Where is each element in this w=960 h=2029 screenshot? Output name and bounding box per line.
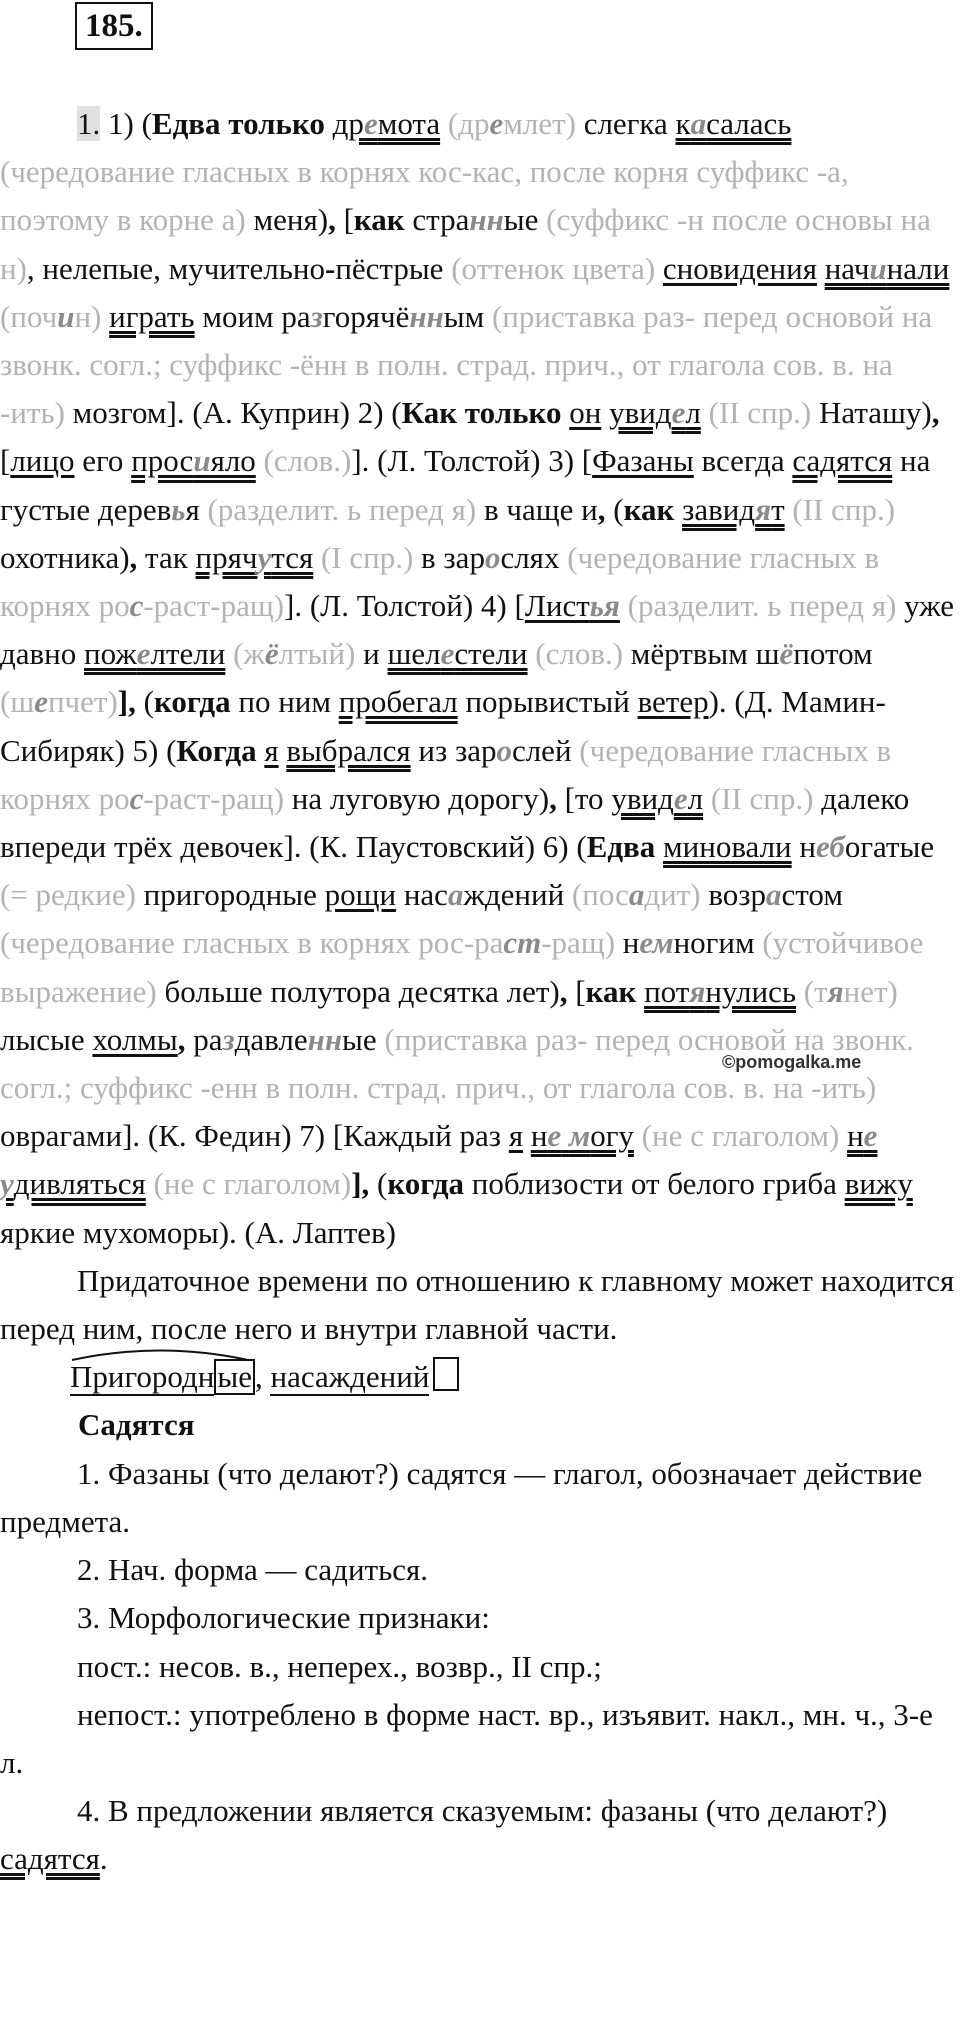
- text-fragment: млет): [503, 106, 576, 141]
- text-fragment: салась: [706, 106, 792, 141]
- text-fragment: а: [628, 877, 645, 913]
- comment: (не с глаголом): [153, 1166, 352, 1202]
- text-fragment: пот: [644, 973, 690, 1009]
- text-fragment: о: [496, 732, 512, 768]
- text-fragment: потом: [793, 636, 873, 672]
- text-fragment: [703, 781, 711, 816]
- text-fragment: л: [687, 780, 704, 816]
- text-fragment: [484, 299, 492, 334]
- text-fragment: яло: [210, 443, 256, 479]
- text-fragment: ст: [503, 925, 542, 961]
- conjunction: как: [623, 491, 675, 527]
- text-fragment: [839, 1118, 847, 1153]
- text-fragment: з: [310, 298, 323, 334]
- conjunction: Едва: [586, 829, 656, 865]
- text-fragment: я: [827, 973, 844, 1009]
- text-fragment: [655, 829, 663, 864]
- stem-arc: [70, 1347, 250, 1361]
- text-fragment: (др: [447, 106, 490, 141]
- text-fragment: н): [74, 298, 102, 334]
- text-fragment: ым: [443, 298, 485, 334]
- subject: я: [264, 732, 279, 768]
- text-fragment: ем: [639, 925, 674, 961]
- text-fragment: -: [324, 250, 336, 286]
- text-fragment: и: [193, 443, 211, 479]
- text-fragment: я: [755, 491, 772, 527]
- comment: [804, 974, 898, 1009]
- text-fragment: ь: [171, 491, 186, 527]
- comment: (устойчивое выражение): [0, 925, 924, 1009]
- comment: (II спр.): [708, 395, 812, 431]
- text-fragment: пчет): [47, 684, 118, 720]
- analysis-title: Садятся: [78, 1407, 195, 1443]
- text-fragment: [538, 202, 546, 237]
- text-fragment: [: [0, 443, 11, 479]
- subject: рощи: [324, 877, 397, 913]
- text-fragment: [796, 974, 804, 1009]
- text-fragment: на луговую дорогу): [284, 780, 550, 816]
- predicate: [611, 781, 703, 816]
- text-fragment: слегка: [575, 106, 676, 141]
- text-fragment: у: [0, 1166, 14, 1202]
- text-fragment: [655, 251, 663, 286]
- predicate: выбрался: [286, 732, 411, 768]
- text-fragment: и: [355, 636, 388, 672]
- comment: [0, 684, 118, 719]
- text-fragment: прос: [131, 443, 194, 479]
- text-fragment: (чередование гласных в корнях ро: [0, 539, 880, 624]
- text-fragment: лтый): [278, 636, 356, 672]
- analysis-step-1: 1. Фазаны (что делают?) садятся — глагол, обозначает действие предмета.: [0, 1455, 923, 1539]
- text-fragment: [325, 106, 333, 141]
- text-fragment: нулись: [705, 973, 796, 1009]
- analysis-step-3: 3. Морфологические признаки:: [77, 1600, 490, 1636]
- conclusion: Придаточное времени по отношению к главному может находится перед ним, после него и внутри главной части.: [0, 1262, 955, 1347]
- text-fragment: в зар: [413, 539, 485, 575]
- text-fragment: пряч: [195, 539, 258, 575]
- text-fragment: увид: [611, 780, 674, 816]
- text-fragment: лтели: [150, 636, 226, 672]
- conjunction: как: [353, 202, 405, 238]
- text-fragment: я: [185, 491, 200, 527]
- morpheme-diagram: [70, 1353, 459, 1401]
- text-fragment: н: [847, 1118, 864, 1154]
- predicate: [388, 636, 528, 671]
- text-fragment: -раст-ращ): [143, 588, 285, 624]
- comment: (разделит. ь перед я): [627, 588, 897, 624]
- text-fragment: [701, 395, 709, 430]
- text-fragment: н: [530, 1118, 548, 1154]
- text-fragment: больше полутора десятка лет): [156, 973, 560, 1009]
- text-fragment: Наташу): [811, 395, 932, 431]
- text-fragment: е: [863, 1118, 878, 1154]
- predicate: [825, 251, 950, 286]
- text-fragment: е: [489, 106, 504, 141]
- text-fragment: н: [615, 925, 640, 961]
- text-fragment: мёртвым ш: [623, 636, 780, 672]
- text-fragment: горячё: [322, 298, 410, 334]
- text-fragment: насаждений: [270, 1359, 430, 1395]
- predicate: садятся: [792, 443, 893, 479]
- conjunction: Когда: [176, 732, 257, 768]
- text-fragment: и: [869, 250, 887, 286]
- text-fragment: поблизости от белого гриба: [464, 1166, 845, 1202]
- text-fragment: [313, 540, 321, 575]
- task-marker: 1.: [77, 106, 101, 141]
- comment: [233, 636, 355, 671]
- text-fragment: ]. (Л. Толстой) 4) [: [284, 588, 525, 624]
- exercise-number: 185.: [75, 2, 153, 50]
- conjunction: как: [585, 973, 637, 1009]
- comment: [0, 925, 615, 960]
- comment: (оттенок цвета): [451, 250, 656, 286]
- text-fragment: у: [257, 539, 272, 575]
- text-fragment: е: [673, 780, 688, 816]
- text-fragment: ,: [254, 1359, 263, 1395]
- predicate: [676, 106, 792, 141]
- comment: [0, 299, 101, 334]
- conjunction: когда: [153, 684, 231, 720]
- text-fragment: (ш: [0, 684, 35, 720]
- text-fragment: ,: [931, 395, 940, 431]
- text-fragment: порывистый: [457, 684, 638, 720]
- text-fragment: ]: [351, 1166, 362, 1202]
- text-fragment: ё: [779, 636, 794, 672]
- text-fragment: (пос: [571, 877, 629, 913]
- text-fragment: завид: [682, 491, 756, 527]
- comment: (слов.): [535, 636, 624, 672]
- text-fragment: нет): [843, 973, 898, 1009]
- text-fragment: 1) (: [100, 106, 152, 141]
- text-fragment: [601, 395, 609, 430]
- text-fragment: пож: [84, 636, 137, 672]
- text-fragment: [636, 974, 644, 1009]
- text-fragment: ра: [185, 1021, 223, 1057]
- text-fragment: н: [791, 829, 816, 865]
- text-fragment: с: [129, 780, 144, 816]
- text-fragment: [674, 492, 682, 527]
- text-fragment: мота: [377, 106, 441, 141]
- text-fragment: -ращ): [541, 925, 616, 961]
- text-fragment: оврагами]. (К. Федин) 7) [Каждый раз: [0, 1118, 509, 1154]
- text-fragment: нн: [469, 202, 504, 238]
- comment: (приставка раз- перед основой на звонк. согл.; суффикс -енн в полн. страд. прич., от глагола сов. в. на -ить): [0, 1021, 914, 1106]
- text-fragment: Лист: [524, 588, 590, 624]
- predicate: [333, 106, 440, 141]
- comment: (II спр.): [710, 780, 814, 816]
- text-fragment: , нелепые, мучительно: [26, 250, 325, 286]
- analysis-step-3b: непост.: употреблено в форме наст. вр., изъявит. накл., мн. ч., 3-е л.: [0, 1696, 933, 1780]
- text-fragment: (ж: [233, 636, 265, 672]
- text-fragment: слей: [511, 732, 572, 768]
- comment: (не с глаголом): [641, 1118, 840, 1154]
- text-fragment: ,: [129, 539, 138, 575]
- text-fragment: яркие мухоморы). (А. Лаптев): [0, 1214, 396, 1250]
- text-fragment: [634, 1118, 642, 1153]
- subject: Фазаны: [592, 443, 694, 479]
- text-fragment: ,: [177, 1021, 186, 1057]
- text-fragment: возр: [700, 877, 767, 913]
- text-fragment: [146, 1166, 154, 1201]
- text-fragment: е: [671, 395, 686, 431]
- text-fragment: л: [685, 395, 701, 431]
- text-fragment: далеко впереди трёх девочек]. (К. Паустовский) 6) (: [0, 780, 910, 865]
- text-fragment: [817, 251, 825, 286]
- text-fragment: его: [74, 443, 132, 479]
- text-fragment: [564, 877, 572, 912]
- text-fragment: [440, 106, 448, 141]
- text-fragment: по ним: [230, 684, 339, 720]
- text-fragment: дит): [644, 877, 701, 913]
- text-fragment: огатые: [844, 829, 935, 865]
- text-fragment: [: [567, 973, 586, 1009]
- text-fragment: (чередование гласных в корнях ро: [0, 732, 892, 816]
- text-fragment: ,: [361, 1166, 370, 1202]
- subject: ветер: [637, 684, 709, 720]
- text-fragment: ,: [597, 491, 606, 527]
- text-fragment: ]: [117, 684, 129, 720]
- subject: холмы: [92, 1021, 178, 1057]
- text-fragment: .: [99, 1841, 108, 1877]
- text-fragment: огу: [590, 1118, 634, 1154]
- predicate: [644, 974, 796, 1009]
- conjunction: Как только: [401, 395, 562, 431]
- text-fragment: уже давно: [0, 588, 955, 672]
- text-fragment: ногим: [673, 925, 755, 961]
- text-fragment: из зар: [410, 732, 497, 768]
- text-fragment: ждений: [463, 877, 565, 913]
- text-fragment: а: [766, 877, 782, 913]
- predicate: [196, 540, 314, 575]
- conjunction: Едва только: [151, 106, 325, 141]
- comment: [572, 877, 701, 912]
- text-fragment: -раст-ращ): [143, 780, 285, 816]
- text-fragment: ,: [549, 780, 557, 816]
- text-fragment: (т: [803, 973, 828, 1009]
- text-fragment: ,: [128, 684, 136, 720]
- exercise-text: [0, 100, 960, 1884]
- text-fragment: е: [363, 106, 378, 141]
- comment: (чередование гласных в корнях кос-кас, после корня суффикс -а, поэтому в корне а): [0, 154, 849, 238]
- comment: (слов.): [263, 443, 352, 479]
- text-fragment: ё: [264, 636, 279, 672]
- subject: лицо: [10, 443, 75, 479]
- text-fragment: [101, 299, 109, 334]
- predicate: играть: [109, 298, 195, 334]
- morphemic-analysis: [0, 1353, 960, 1401]
- subject: я: [508, 1118, 524, 1154]
- text-fragment: [то: [556, 780, 612, 816]
- predicate: миновали: [663, 829, 792, 865]
- text-fragment: шел: [387, 636, 441, 672]
- text-fragment: к: [675, 106, 691, 141]
- text-fragment: [620, 588, 628, 623]
- zero-ending-box: [433, 1357, 459, 1391]
- text-fragment: (: [369, 1166, 388, 1202]
- text-fragment: стра: [404, 202, 470, 238]
- subject: сновидения: [662, 250, 817, 286]
- conjunction: когда: [387, 1166, 465, 1202]
- text-fragment: нач: [824, 250, 870, 286]
- analysis-step-3a: пост.: несов. в., неперех., возвр., II спр.;: [77, 1648, 602, 1684]
- text-fragment: нали: [886, 250, 950, 286]
- text-fragment: [256, 443, 264, 478]
- predicate: пробегал: [338, 684, 458, 720]
- text-fragment: слях: [500, 539, 560, 575]
- text-fragment: ые: [342, 1021, 377, 1057]
- comment: (разделит. ь перед я): [207, 491, 477, 527]
- comment: (I спр.): [320, 539, 414, 575]
- predicate: [682, 492, 785, 527]
- text-fragment: е: [547, 1118, 562, 1154]
- watermark: ©pomogalka.me: [722, 1052, 862, 1072]
- text-fragment: [561, 1118, 569, 1153]
- text-fragment: так: [137, 539, 196, 575]
- comment: [448, 106, 576, 141]
- text-fragment: 4. В предложении является сказуемым: фазаны (что делают?): [77, 1793, 888, 1829]
- text-fragment: др: [332, 106, 364, 141]
- text-fragment: ). (Д. Мамин-Сибиряк) 5) (: [0, 684, 886, 768]
- comment: (II спр.): [792, 491, 896, 527]
- comment: (приставка раз- перед основой на звонк. согл.; суффикс -ённ в полн. страд. прич., от глагола сов. в. на -ить): [0, 298, 933, 431]
- predicate: [131, 443, 256, 478]
- text-fragment: стом: [781, 877, 843, 913]
- text-fragment: ые: [503, 202, 539, 238]
- text-fragment: нас: [396, 877, 448, 913]
- text-fragment: ,: [559, 973, 568, 1009]
- text-fragment: Пригородн: [70, 1359, 215, 1395]
- subject: [525, 588, 620, 623]
- text-fragment: всегда: [693, 443, 793, 479]
- text-fragment: а: [690, 106, 707, 141]
- text-fragment: стели: [454, 636, 528, 672]
- sentences-paragraph: [0, 100, 960, 1257]
- text-fragment: е: [34, 684, 48, 720]
- text-fragment: (поч: [0, 298, 58, 334]
- text-fragment: ,: [328, 202, 336, 238]
- predicate: вижу: [844, 1166, 913, 1202]
- text-fragment: [225, 636, 233, 671]
- ending-box: ые: [214, 1359, 255, 1395]
- text-fragment: з: [222, 1021, 235, 1057]
- text-fragment: я: [689, 973, 706, 1009]
- text-fragment: т: [771, 491, 785, 527]
- text-fragment: нн: [307, 1021, 343, 1057]
- text-fragment: е: [440, 636, 455, 672]
- text-fragment: мозгом]. (А. Куприн) 2) (: [64, 395, 402, 431]
- text-fragment: лысые: [0, 1021, 93, 1057]
- predicate: [609, 395, 701, 430]
- text-fragment: м: [568, 1118, 591, 1154]
- text-fragment: [523, 1118, 531, 1153]
- text-fragment: меня): [245, 202, 329, 238]
- analysis-step-4: [0, 1787, 960, 1883]
- text-fragment: моим ра: [194, 298, 311, 334]
- text-fragment: на густые дерев: [0, 443, 931, 527]
- text-fragment: давле: [234, 1021, 308, 1057]
- text-fragment: с: [129, 588, 144, 624]
- text-fragment: [: [335, 202, 354, 238]
- text-fragment: охотника): [0, 539, 130, 575]
- comment: (= редкие): [0, 877, 136, 913]
- comment: (суффикс -н после основы на н): [0, 202, 931, 286]
- text-fragment: еб: [816, 829, 845, 865]
- text-fragment: пригородные: [135, 877, 325, 913]
- predicate: [531, 1118, 634, 1153]
- analysis-step-2: 2. Нач. форма — садиться.: [77, 1552, 428, 1588]
- text-fragment: нн: [409, 298, 444, 334]
- text-fragment: ья: [589, 588, 620, 624]
- text-fragment: (: [605, 491, 624, 527]
- predicate: [84, 636, 225, 671]
- text-fragment: (: [135, 684, 154, 720]
- text-fragment: и: [57, 298, 75, 334]
- text-fragment: ]. (Л. Толстой) 3) [: [351, 443, 593, 479]
- subject: он: [569, 395, 602, 431]
- text-fragment: е: [136, 636, 151, 672]
- text-fragment: тся: [271, 539, 314, 575]
- text-fragment: увид: [609, 395, 672, 431]
- predicate: садятся: [0, 1841, 100, 1877]
- text-fragment: дивляться: [13, 1166, 146, 1202]
- text-fragment: (чередование гласных в корнях рос-ра: [0, 925, 504, 961]
- text-fragment: а: [447, 877, 464, 913]
- text-fragment: пёстрые: [335, 250, 444, 286]
- text-fragment: о: [484, 539, 501, 575]
- text-fragment: в чаще и: [476, 491, 598, 527]
